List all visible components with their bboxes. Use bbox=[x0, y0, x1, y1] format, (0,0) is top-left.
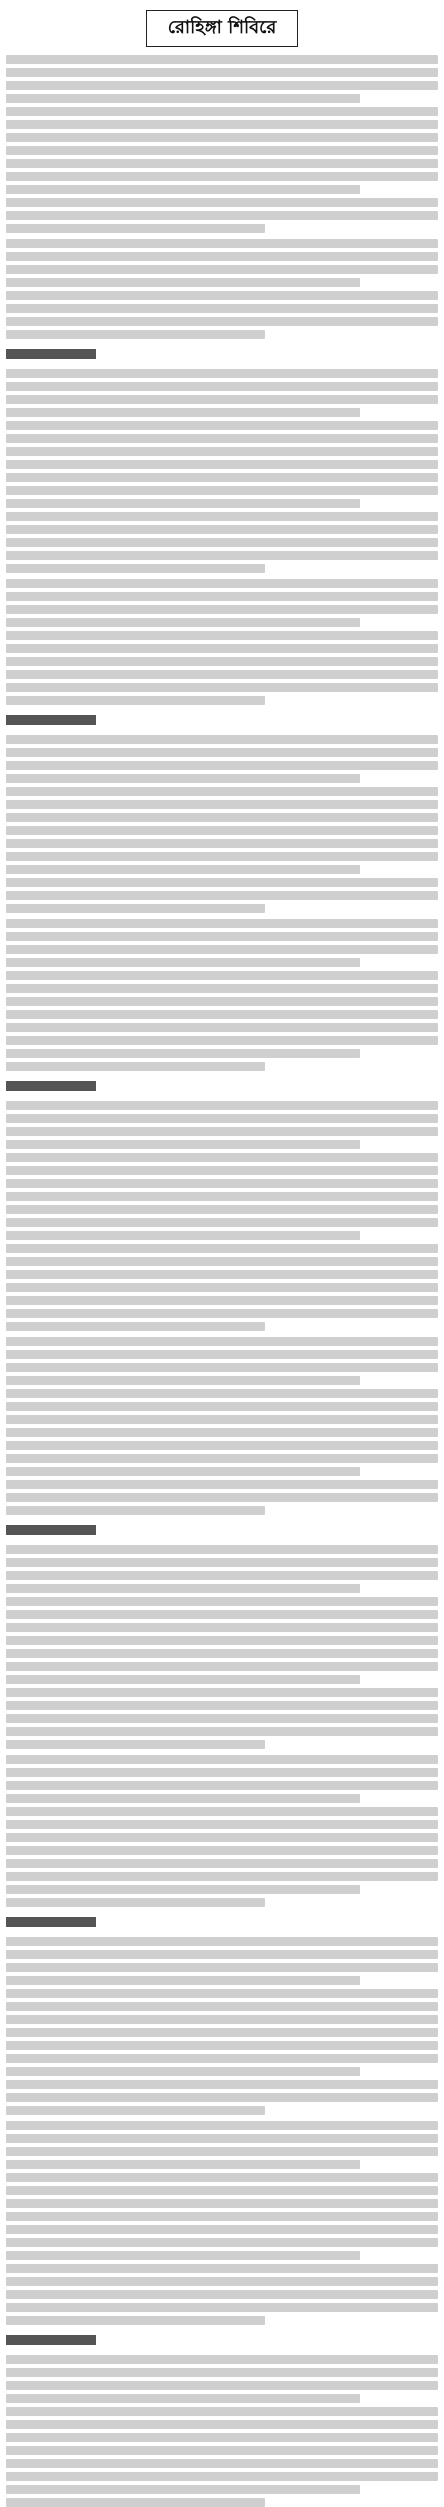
text-line bbox=[6, 1937, 438, 1946]
text-line bbox=[6, 1571, 438, 1580]
text-line bbox=[6, 748, 438, 757]
text-line bbox=[6, 579, 438, 588]
text-line bbox=[6, 670, 438, 679]
text-line bbox=[6, 1023, 438, 1032]
text-line bbox=[6, 1415, 438, 1424]
text-line bbox=[6, 421, 438, 430]
text-line bbox=[6, 852, 438, 861]
text-line bbox=[6, 1049, 360, 1058]
text-line bbox=[6, 68, 438, 77]
text-line bbox=[6, 1166, 438, 1175]
paragraph-subhead bbox=[6, 1525, 96, 1535]
text-line bbox=[6, 826, 438, 835]
text-line bbox=[6, 631, 438, 640]
text-line bbox=[6, 1010, 438, 1019]
text-line bbox=[6, 2134, 438, 2143]
text-line bbox=[6, 564, 265, 573]
text-line bbox=[6, 1649, 438, 1658]
text-line bbox=[6, 1218, 438, 1227]
text-line bbox=[6, 1205, 438, 1214]
text-line bbox=[6, 1781, 438, 1790]
text-line bbox=[6, 1820, 438, 1829]
text-line bbox=[6, 159, 438, 168]
text-line bbox=[6, 1807, 438, 1816]
text-line bbox=[6, 1179, 438, 1188]
text-line bbox=[6, 2015, 438, 2024]
text-line bbox=[6, 512, 438, 521]
text-line bbox=[6, 2264, 438, 2273]
text-line bbox=[6, 1153, 438, 1162]
text-line bbox=[6, 2472, 438, 2481]
text-line bbox=[6, 1558, 438, 1567]
text-line bbox=[6, 774, 360, 783]
text-line bbox=[6, 1062, 265, 1071]
article-paragraph bbox=[6, 345, 438, 573]
text-line bbox=[6, 2420, 438, 2429]
text-line bbox=[6, 761, 438, 770]
text-line bbox=[6, 107, 438, 116]
text-line bbox=[6, 1036, 438, 1045]
text-line bbox=[6, 330, 265, 339]
text-line bbox=[6, 800, 438, 809]
text-line bbox=[6, 2290, 438, 2299]
text-line bbox=[6, 2106, 265, 2115]
text-line bbox=[6, 1898, 265, 1907]
article-paragraph bbox=[6, 2121, 438, 2325]
text-line bbox=[6, 1480, 438, 1489]
text-line bbox=[6, 499, 360, 508]
text-line bbox=[6, 2485, 360, 2494]
text-line bbox=[6, 55, 438, 64]
text-line bbox=[6, 486, 438, 495]
text-line bbox=[6, 592, 438, 601]
text-line bbox=[6, 1740, 265, 1749]
text-line bbox=[6, 2054, 438, 2063]
article-body bbox=[6, 55, 438, 2507]
text-line bbox=[6, 618, 360, 627]
text-line bbox=[6, 460, 438, 469]
text-line bbox=[6, 1545, 438, 1554]
text-line bbox=[6, 198, 438, 207]
text-line bbox=[6, 891, 438, 900]
text-line bbox=[6, 657, 438, 666]
text-line bbox=[6, 2355, 438, 2364]
text-line bbox=[6, 1192, 438, 1201]
text-line bbox=[6, 1584, 360, 1593]
text-line bbox=[6, 2433, 438, 2442]
text-line bbox=[6, 1846, 438, 1855]
text-line bbox=[6, 971, 438, 980]
text-line bbox=[6, 185, 360, 194]
text-line bbox=[6, 2199, 438, 2208]
text-line bbox=[6, 2316, 265, 2325]
text-line bbox=[6, 291, 438, 300]
text-line bbox=[6, 1140, 360, 1149]
text-line bbox=[6, 1441, 438, 1450]
text-line bbox=[6, 2121, 438, 2130]
text-line bbox=[6, 2067, 360, 2076]
text-line bbox=[6, 2212, 438, 2221]
text-line bbox=[6, 1727, 438, 1736]
text-line bbox=[6, 2186, 438, 2195]
text-line bbox=[6, 1467, 360, 1476]
text-line bbox=[6, 1675, 360, 1684]
text-line bbox=[6, 2028, 438, 2037]
text-line bbox=[6, 317, 438, 326]
text-line bbox=[6, 1794, 360, 1803]
text-line bbox=[6, 1257, 438, 1266]
text-line bbox=[6, 1389, 438, 1398]
text-line bbox=[6, 1610, 438, 1619]
text-line bbox=[6, 278, 360, 287]
text-line bbox=[6, 1454, 438, 1463]
text-line bbox=[6, 211, 438, 220]
text-line bbox=[6, 1701, 438, 1710]
text-line bbox=[6, 2446, 438, 2455]
text-line bbox=[6, 120, 438, 129]
text-line bbox=[6, 696, 265, 705]
text-line bbox=[6, 1296, 438, 1305]
text-line bbox=[6, 369, 438, 378]
text-line bbox=[6, 1493, 438, 1502]
text-line bbox=[6, 1376, 360, 1385]
text-line bbox=[6, 94, 360, 103]
text-line bbox=[6, 265, 438, 274]
text-line bbox=[6, 1597, 438, 1606]
article-paragraph bbox=[6, 1521, 438, 1749]
text-line bbox=[6, 2407, 438, 2416]
text-line bbox=[6, 239, 438, 248]
text-line bbox=[6, 735, 438, 744]
text-line bbox=[6, 958, 360, 967]
article-paragraph bbox=[6, 1913, 438, 2115]
text-line bbox=[6, 538, 438, 547]
text-line bbox=[6, 1963, 438, 1972]
paragraph-subhead bbox=[6, 1081, 96, 1091]
text-line bbox=[6, 525, 438, 534]
text-line bbox=[6, 1688, 438, 1697]
text-line bbox=[6, 1244, 438, 1253]
article-paragraph bbox=[6, 2331, 438, 2507]
article-paragraph bbox=[6, 919, 438, 1071]
text-line bbox=[6, 932, 438, 941]
text-line bbox=[6, 252, 438, 261]
text-line bbox=[6, 1363, 438, 1372]
text-line bbox=[6, 382, 438, 391]
text-line bbox=[6, 1270, 438, 1279]
text-line bbox=[6, 1322, 265, 1331]
text-line bbox=[6, 395, 438, 404]
paragraph-subhead bbox=[6, 2335, 96, 2345]
text-line bbox=[6, 1506, 265, 1515]
text-line bbox=[6, 1309, 438, 1318]
text-line bbox=[6, 2093, 438, 2102]
text-line bbox=[6, 945, 438, 954]
text-line bbox=[6, 878, 438, 887]
text-line bbox=[6, 2147, 438, 2156]
text-line bbox=[6, 2238, 438, 2247]
text-line bbox=[6, 2303, 438, 2312]
paragraph-subhead bbox=[6, 715, 96, 725]
text-line bbox=[6, 434, 438, 443]
text-line bbox=[6, 473, 438, 482]
text-line bbox=[6, 2368, 438, 2377]
article-paragraph bbox=[6, 1755, 438, 1907]
text-line bbox=[6, 1989, 438, 1998]
paragraph-subhead bbox=[6, 1917, 96, 1927]
text-line bbox=[6, 2160, 360, 2169]
text-line bbox=[6, 2459, 438, 2468]
article-paragraph bbox=[6, 239, 438, 339]
text-line bbox=[6, 2173, 438, 2182]
text-line bbox=[6, 865, 360, 874]
text-line bbox=[6, 1872, 438, 1881]
text-line bbox=[6, 1283, 438, 1292]
text-line bbox=[6, 1859, 438, 1868]
text-line bbox=[6, 787, 438, 796]
text-line bbox=[6, 1768, 438, 1777]
text-line bbox=[6, 2002, 438, 2011]
text-line bbox=[6, 2225, 438, 2234]
text-line bbox=[6, 304, 438, 313]
text-line bbox=[6, 997, 438, 1006]
text-line bbox=[6, 2080, 438, 2089]
text-line bbox=[6, 1950, 438, 1959]
text-line bbox=[6, 224, 265, 233]
text-line bbox=[6, 813, 438, 822]
text-line bbox=[6, 408, 360, 417]
paragraph-subhead bbox=[6, 349, 96, 359]
text-line bbox=[6, 1114, 438, 1123]
article-paragraph bbox=[6, 579, 438, 705]
text-line bbox=[6, 146, 438, 155]
text-line bbox=[6, 1428, 438, 1437]
text-line bbox=[6, 1337, 438, 1346]
text-line bbox=[6, 644, 438, 653]
text-line bbox=[6, 172, 438, 181]
article-paragraph bbox=[6, 55, 438, 233]
text-line bbox=[6, 1833, 438, 1842]
text-line bbox=[6, 1885, 360, 1894]
text-line bbox=[6, 1714, 438, 1723]
text-line bbox=[6, 2251, 360, 2260]
text-line bbox=[6, 1101, 438, 1110]
text-line bbox=[6, 1636, 438, 1645]
text-line bbox=[6, 81, 438, 90]
article-paragraph bbox=[6, 1077, 438, 1331]
text-line bbox=[6, 904, 265, 913]
top-rule bbox=[6, 0, 438, 4]
article-paragraph bbox=[6, 1337, 438, 1515]
text-line bbox=[6, 683, 438, 692]
text-line bbox=[6, 1623, 438, 1632]
text-line bbox=[6, 605, 438, 614]
text-line bbox=[6, 133, 438, 142]
article-paragraph bbox=[6, 711, 438, 913]
text-line bbox=[6, 2498, 265, 2507]
text-line bbox=[6, 2394, 360, 2403]
article-headline: রোহিঙ্গা শিবিরে bbox=[146, 10, 298, 47]
text-line bbox=[6, 1755, 438, 1764]
text-line bbox=[6, 2277, 438, 2286]
text-line bbox=[6, 984, 438, 993]
text-line bbox=[6, 1127, 438, 1136]
text-line bbox=[6, 2041, 438, 2050]
text-line bbox=[6, 551, 438, 560]
text-line bbox=[6, 839, 438, 848]
text-line bbox=[6, 1662, 438, 1671]
text-line bbox=[6, 1402, 438, 1411]
text-line bbox=[6, 1231, 360, 1240]
text-line bbox=[6, 919, 438, 928]
text-line bbox=[6, 2381, 438, 2390]
text-line bbox=[6, 1350, 438, 1359]
text-line bbox=[6, 1976, 360, 1985]
text-line bbox=[6, 447, 438, 456]
